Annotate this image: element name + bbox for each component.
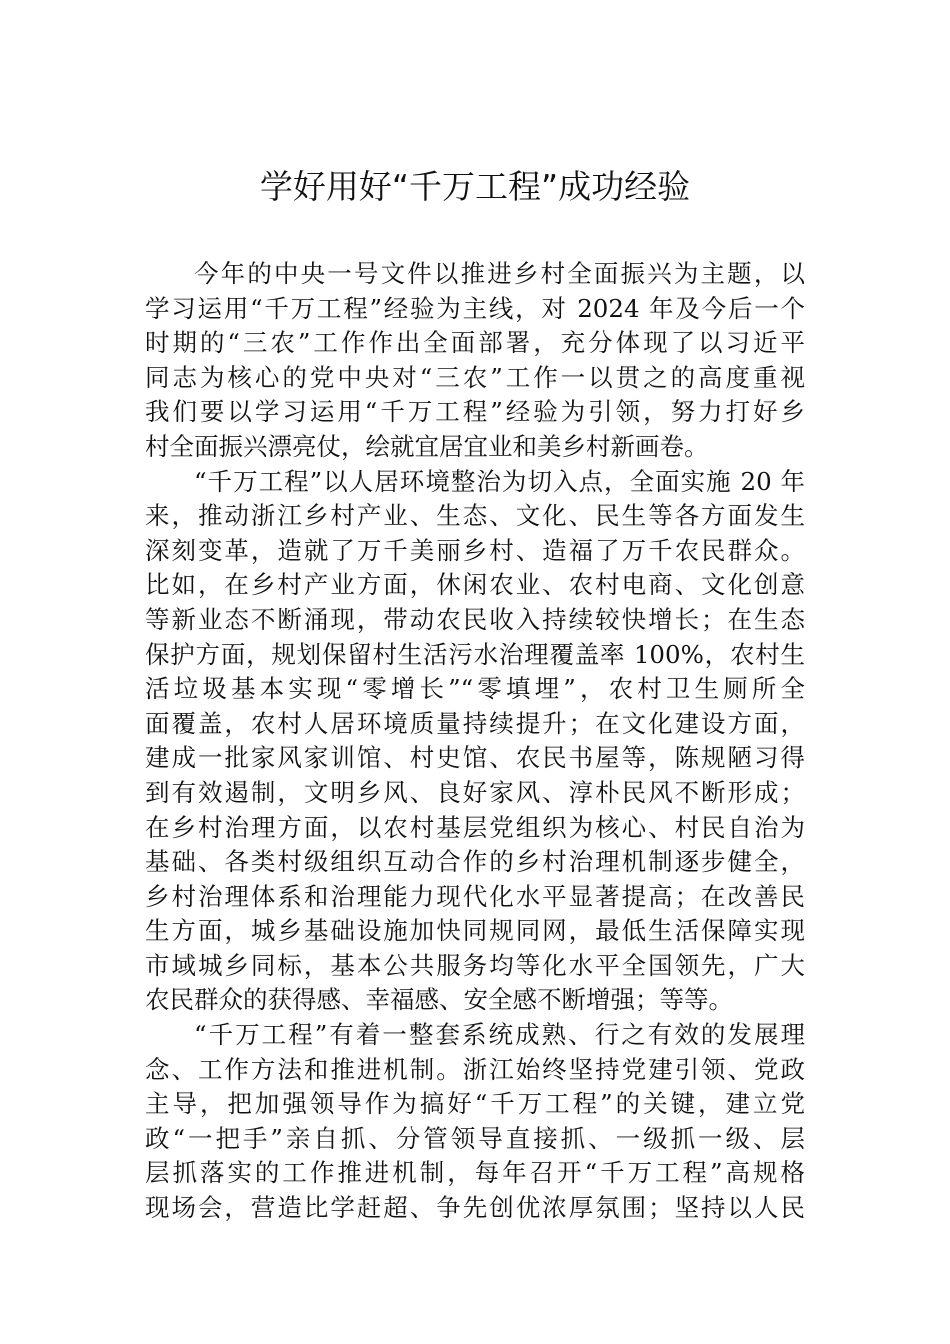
text-line: 基础、各类村级组织互动合作的乡村治理机制逐步健全，: [145, 847, 805, 877]
text-line: 面覆盖，农村人居环境质量持续提升；在文化建设方面，: [145, 708, 805, 738]
text-line: 同志为核心的党中央对“三农”工作一以贯之的高度重视: [145, 362, 805, 392]
text-line: 现场会，营造比学赶超、争先创优浓厚氛围；坚持以人民: [145, 1193, 805, 1223]
text-line: 时期的“三农”工作作出全面部署，充分体现了以习近平: [145, 328, 805, 358]
text-line: 村全面振兴漂亮仗，绘就宜居宜业和美乡村新画卷。: [145, 431, 709, 461]
text-line: 政“一把手”亲自抓、分管领导直接抓、一级抓一级、层: [145, 1123, 805, 1153]
text-line: 到有效遏制，文明乡风、良好家风、淳朴民风不断形成；: [145, 777, 805, 807]
paragraph: [145, 465, 805, 1019]
text-line: 主导，把加强领导作为搞好“千万工程”的关键，建立党: [145, 1089, 805, 1119]
text-line: 比如，在乡村产业方面，休闲农业、农村电商、文化创意: [145, 570, 805, 600]
text-line: 生方面，城乡基础设施加快同规同网，最低生活保障实现: [145, 916, 805, 946]
paragraph: [145, 257, 805, 465]
text-line: 等新业态不断涌现，带动农民收入持续较快增长；在生态: [145, 604, 805, 634]
text-line: 在乡村治理方面，以农村基层党组织为核心、村民自治为: [145, 812, 805, 842]
text-line: “千万工程”有着一整套系统成熟、行之有效的发展理: [194, 1020, 805, 1050]
text-line: 深刻变革，造就了万千美丽乡村、造福了万千农民群众。: [145, 535, 805, 565]
text-line: 活垃圾基本实现“零增长”“零填埋”，农村卫生厕所全: [145, 674, 805, 704]
document-body: [145, 257, 805, 1226]
text-line: 今年的中央一号文件以推进乡村全面振兴为主题，以: [194, 259, 805, 288]
text-line: 学习运用“千万工程”经验为主线，对 2024 年及今后一个: [145, 293, 805, 323]
text-line: 来，推动浙江乡村产业、生态、文化、民生等各方面发生: [145, 501, 805, 531]
text-line: 层抓落实的工作推进机制，每年召开“千万工程”高规格: [145, 1158, 805, 1188]
text-line: 建成一批家风家训馆、村史馆、农民书屋等，陈规陋习得: [145, 743, 805, 773]
paragraph: [145, 1018, 805, 1226]
text-line: 市域城乡同标，基本公共服务均等化水平全国领先，广大: [145, 950, 805, 980]
text-line: “千万工程”以人居环境整治为切入点，全面实施 20 年: [194, 466, 805, 496]
text-line: 乡村治理体系和治理能力现代化水平显著提高；在改善民: [145, 881, 805, 911]
document-title: 学好用好“千万工程”成功经验: [259, 167, 691, 206]
text-line: 保护方面，规划保留村生活污水治理覆盖率 100%，农村生: [145, 639, 805, 669]
text-line: 念、工作方法和推进机制。浙江始终坚持党建引领、党政: [145, 1054, 805, 1084]
text-line: 农民群众的获得感、幸福感、安全感不断增强；等等。: [145, 985, 733, 1015]
text-line: 我们要以学习运用“千万工程”经验为引领，努力打好乡: [145, 397, 805, 427]
